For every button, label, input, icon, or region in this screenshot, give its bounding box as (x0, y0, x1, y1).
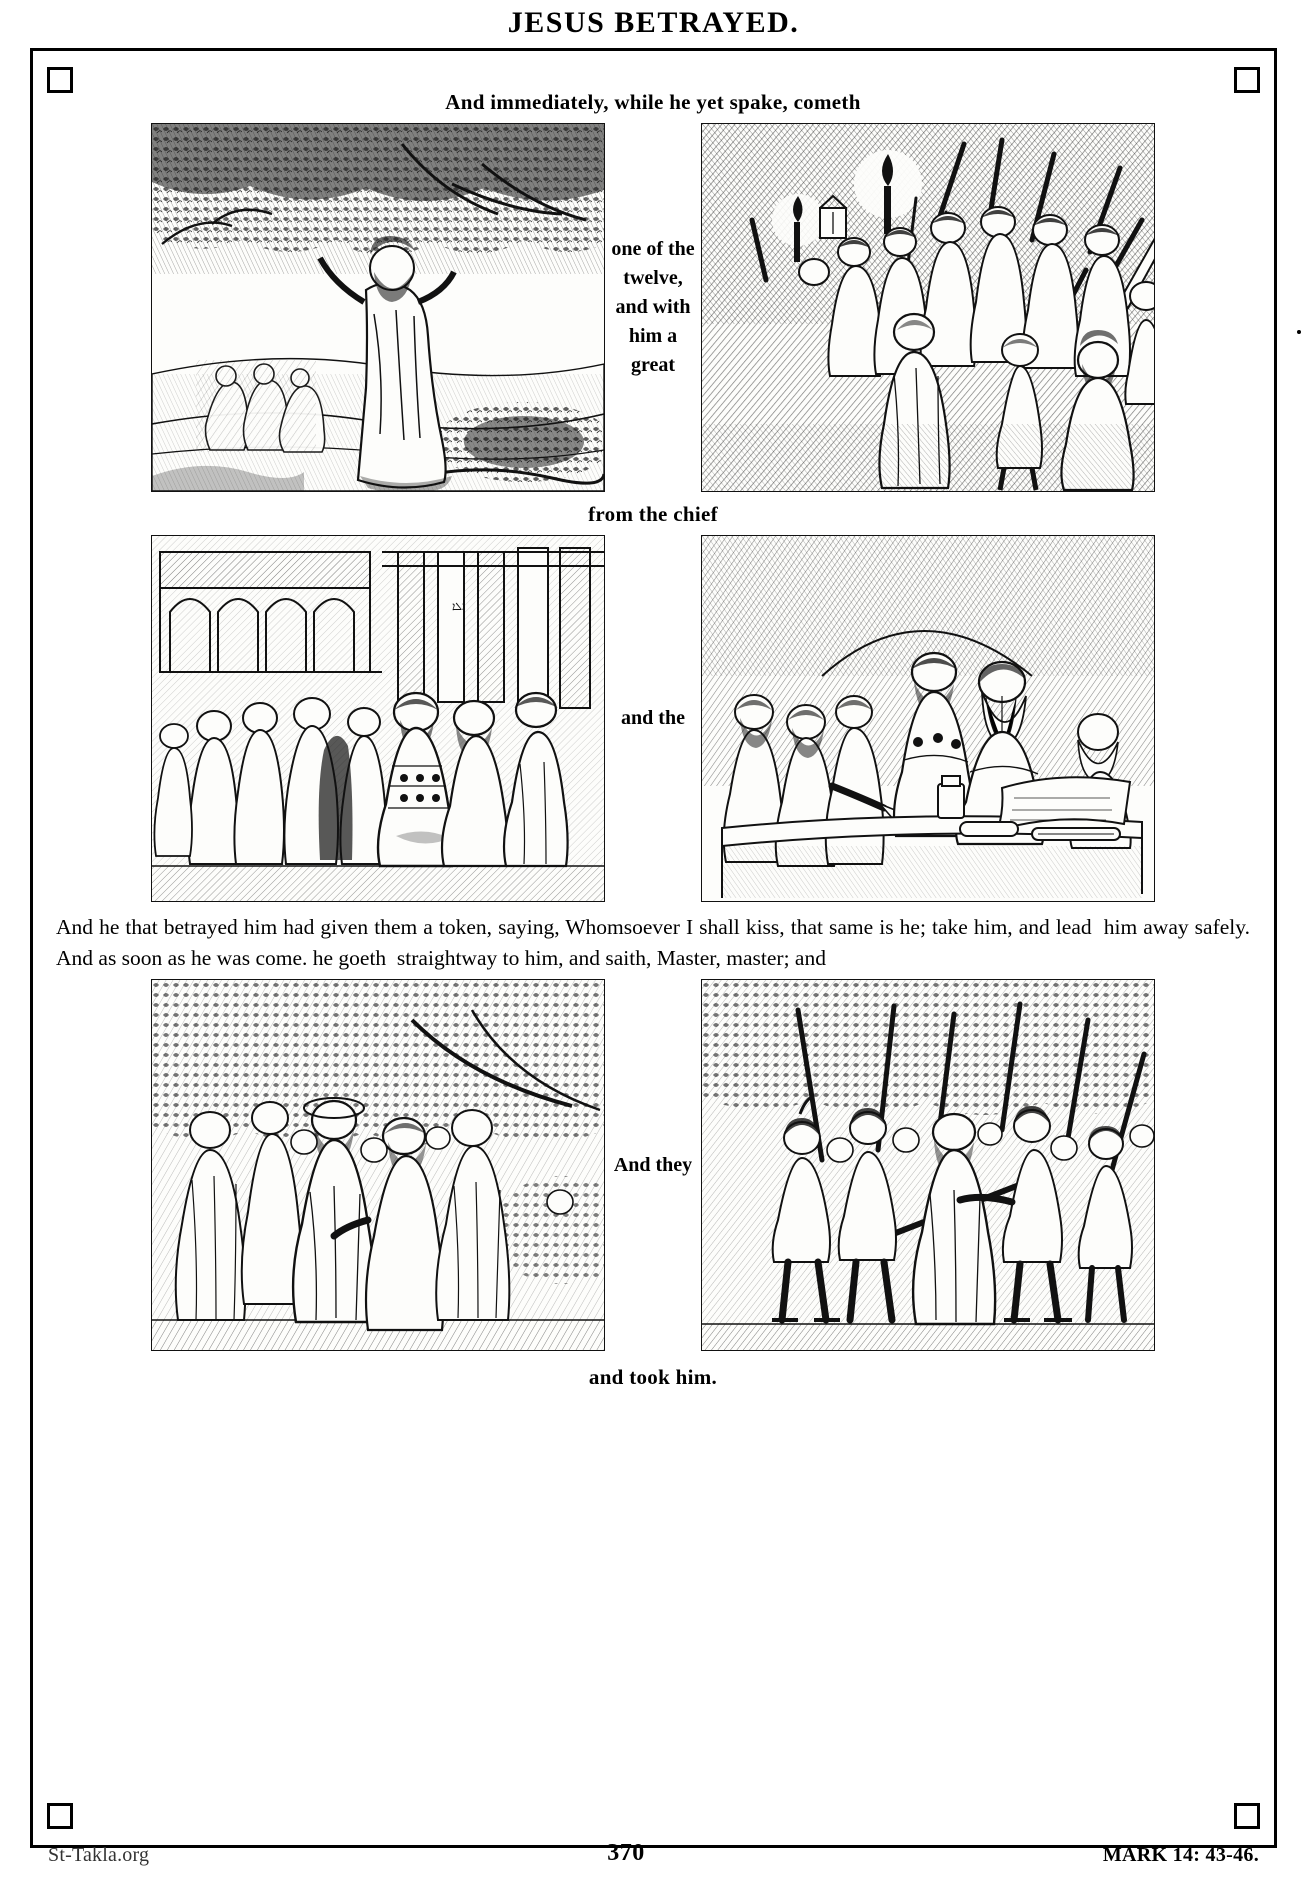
illustration-armed-multitude (701, 123, 1155, 492)
caption-top: And immediately, while he yet spake, cometh (445, 90, 861, 114)
illustration-judas-kiss (151, 979, 605, 1351)
caption-bottom: and took him. (588, 1365, 718, 1390)
illustration-row-3 (48, 979, 1258, 1351)
illustration-scribes-elders (701, 535, 1155, 902)
inline-text-column-1: one of the twelve, and with him a great (611, 238, 695, 376)
illustration-chief-priests (151, 535, 605, 902)
inline-text-column-3: And they (613, 1153, 693, 1176)
illustration-chief-priests-art (152, 536, 604, 901)
illustration-scribes-elders-art (702, 536, 1154, 901)
illustration-jesus-praying (151, 123, 605, 492)
illustration-judas-kiss-art (152, 980, 604, 1350)
page-footer (48, 1840, 1259, 1867)
illustration-row-1 (48, 123, 1258, 492)
illustration-armed-multitude-art (702, 124, 1154, 491)
margin-dot (1297, 330, 1301, 334)
scripture-paragraph (56, 912, 1272, 973)
page-title: JESUS BETRAYED. (507, 6, 800, 39)
caption-middle: from the chief (588, 502, 718, 526)
illustration-jesus-praying-art (152, 124, 604, 491)
content-area (48, 80, 1272, 1840)
inline-text-column-2: and the (621, 707, 685, 729)
scripture-reference: MARK 14: 43-46. (1102, 1844, 1259, 1866)
site-watermark: St-Takla.org (48, 1844, 150, 1866)
page-number: 370 (607, 1840, 645, 1866)
illustration-row-2 (48, 535, 1258, 902)
svg-text:ܐܠܐ: ܐܠܐ (452, 601, 466, 613)
scripture-paragraph-text: And he that betrayed him had given them a token, saying, Whomsoever I shall kiss, that same is he; take him, and lead him away safely. And as soon as he was come. he goeth straightway to him, and saith, Master, master; and (56, 915, 1272, 970)
illustration-soldiers-seize (701, 979, 1155, 1351)
illustration-soldiers-seize-art (702, 980, 1154, 1350)
